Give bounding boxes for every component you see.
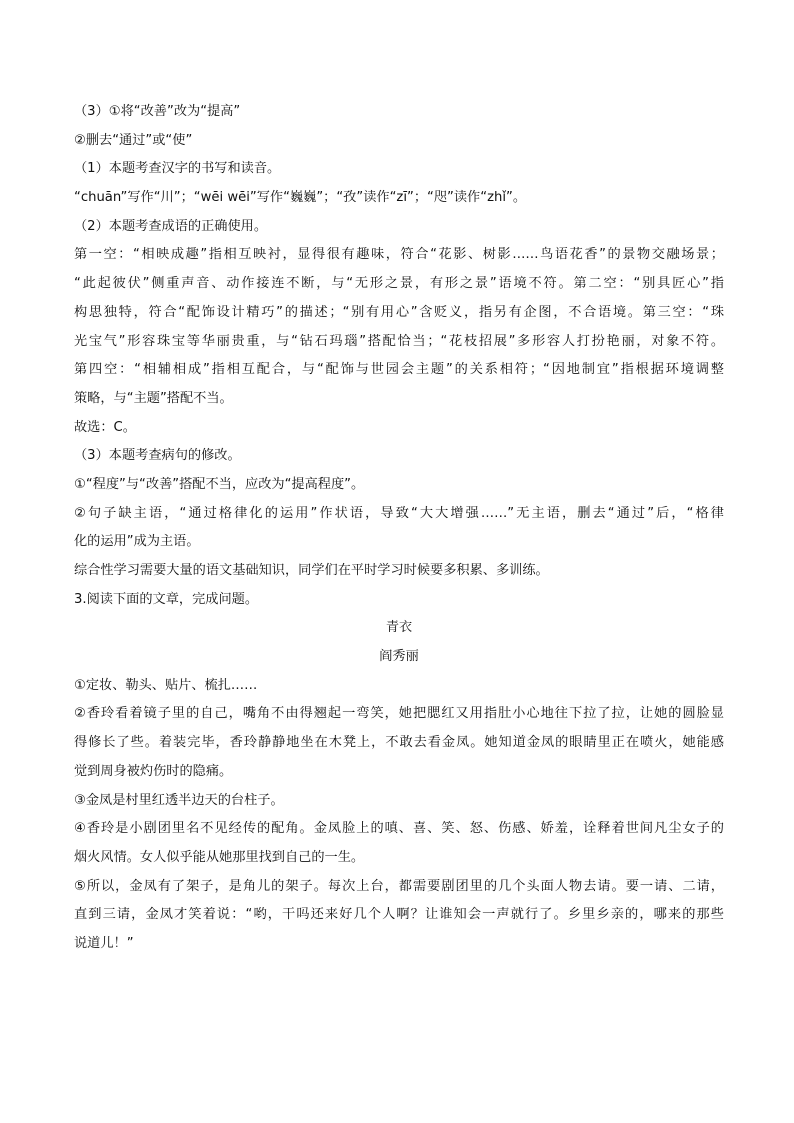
question-3-prompt: 3.阅读下面的文章，完成问题。 [74, 591, 259, 607]
answer-line-3-sub2: ②删去“通过”或“使” [74, 132, 193, 148]
analysis-paragraph-line: 光宝气”形容珠宝等华丽贵重，与“钻石玛瑙”搭配恰当；“花枝招展”多形容人打扮艳丽，对象不符。 [74, 333, 724, 349]
analysis-fix-line-1: ①“程度”与“改善”搭配不当，应改为“提高程度”。 [74, 476, 365, 492]
article-paragraph-5-line: ⑤所以，金凤有了架子，是角儿的架子。每次上台，都需要剧团里的几个头面人物去请。要一请、二请， [74, 878, 724, 894]
analysis-paragraph-line: 构思独特，符合“配饰设计精巧”的描述；“别有用心”含贬义，指另有企图，不合语境。第三空：“珠 [74, 304, 724, 320]
article-paragraph-5-line: 直到三请，金凤才笑着说：“哟，干吗还来好几个人啊？让谁知会一声就行了。乡里乡亲的，哪来的那些 [74, 907, 724, 923]
answer-choice-line: 故选：C。 [74, 419, 136, 435]
analysis-paragraph-line: “此起彼伏”侧重声音、动作接连不断，与“无形之景，有形之景”语境不符。第二空：“别具匠心”指 [74, 276, 724, 292]
article-paragraph-2-line: 得修长了些。着装完毕，香玲静静地坐在木凳上，不敢去看金凤。她知道金凤的眼睛里正在喷火，她能感 [74, 735, 724, 751]
article-paragraph-4-line: ④香玲是小剧团里名不见经传的配角。金凤脸上的嗔、喜、笑、怒、伤感、娇羞，诠释着世间凡尘女子的 [74, 821, 724, 837]
analysis-paragraph-line: 第一空：“相映成趣”指相互映衬，显得很有趣味，符合“花影、树影……鸟语花香”的景物交融场景； [74, 247, 724, 263]
article-paragraph-3: ③金凤是村里红透半边天的台柱子。 [74, 792, 284, 808]
article-paragraph-5-line: 说道儿！” [74, 935, 134, 951]
article-author: 阎秀丽 [379, 649, 419, 665]
article-paragraph-2-line: 觉到周身被灼伤时的隐痛。 [74, 763, 233, 779]
document-body [74, 101, 724, 962]
answer-line-3-sub1: （3）①将“改善”改为“提高” [74, 104, 241, 119]
analysis-heading-2: （2）本题考查成语的正确使用。 [74, 218, 268, 234]
analysis-heading-1: （1）本题考查汉字的书写和读音。 [74, 161, 281, 177]
article-paragraph-4-line: 烟火风情。女人似乎能从她那里找到自己的一生。 [74, 849, 365, 865]
analysis-fix-line-2-cont: 化的运用”成为主语。 [74, 534, 200, 550]
article-paragraph-2-line: ②香玲看着镜子里的自己，嘴角不由得翘起一弯笑，她把腮红又用指肚小心地往下拉了拉，让她的圆脸显 [74, 706, 724, 722]
analysis-paragraph-line: 第四空：“相辅相成”指相互配合，与“配饰与世园会主题”的关系相符；“因地制宜”指根据环境调整 [74, 362, 724, 378]
summary-line: 综合性学习需要大量的语文基础知识，同学们在平时学习时候要多积累、多训练。 [74, 563, 549, 578]
analysis-heading-3: （3）本题考查病句的修改。 [74, 448, 241, 464]
analysis-paragraph-line: 策略，与“主题”搭配不当。 [74, 390, 233, 406]
article-paragraph-1: ①定妆、勒头、贴片、梳扎…… [74, 677, 258, 693]
article-title: 青衣 [385, 620, 413, 636]
analysis-pinyin-line: “chuān”写作“川”；“wēi wēi”写作“巍巍”；“孜”读作“zī”；“咫”读作“zhǐ”。 [74, 190, 527, 206]
analysis-fix-line-2: ②句子缺主语，“通过格律化的运用”作状语，导致“大大增强……”无主语，删去“通过”后，“格律 [74, 505, 724, 521]
